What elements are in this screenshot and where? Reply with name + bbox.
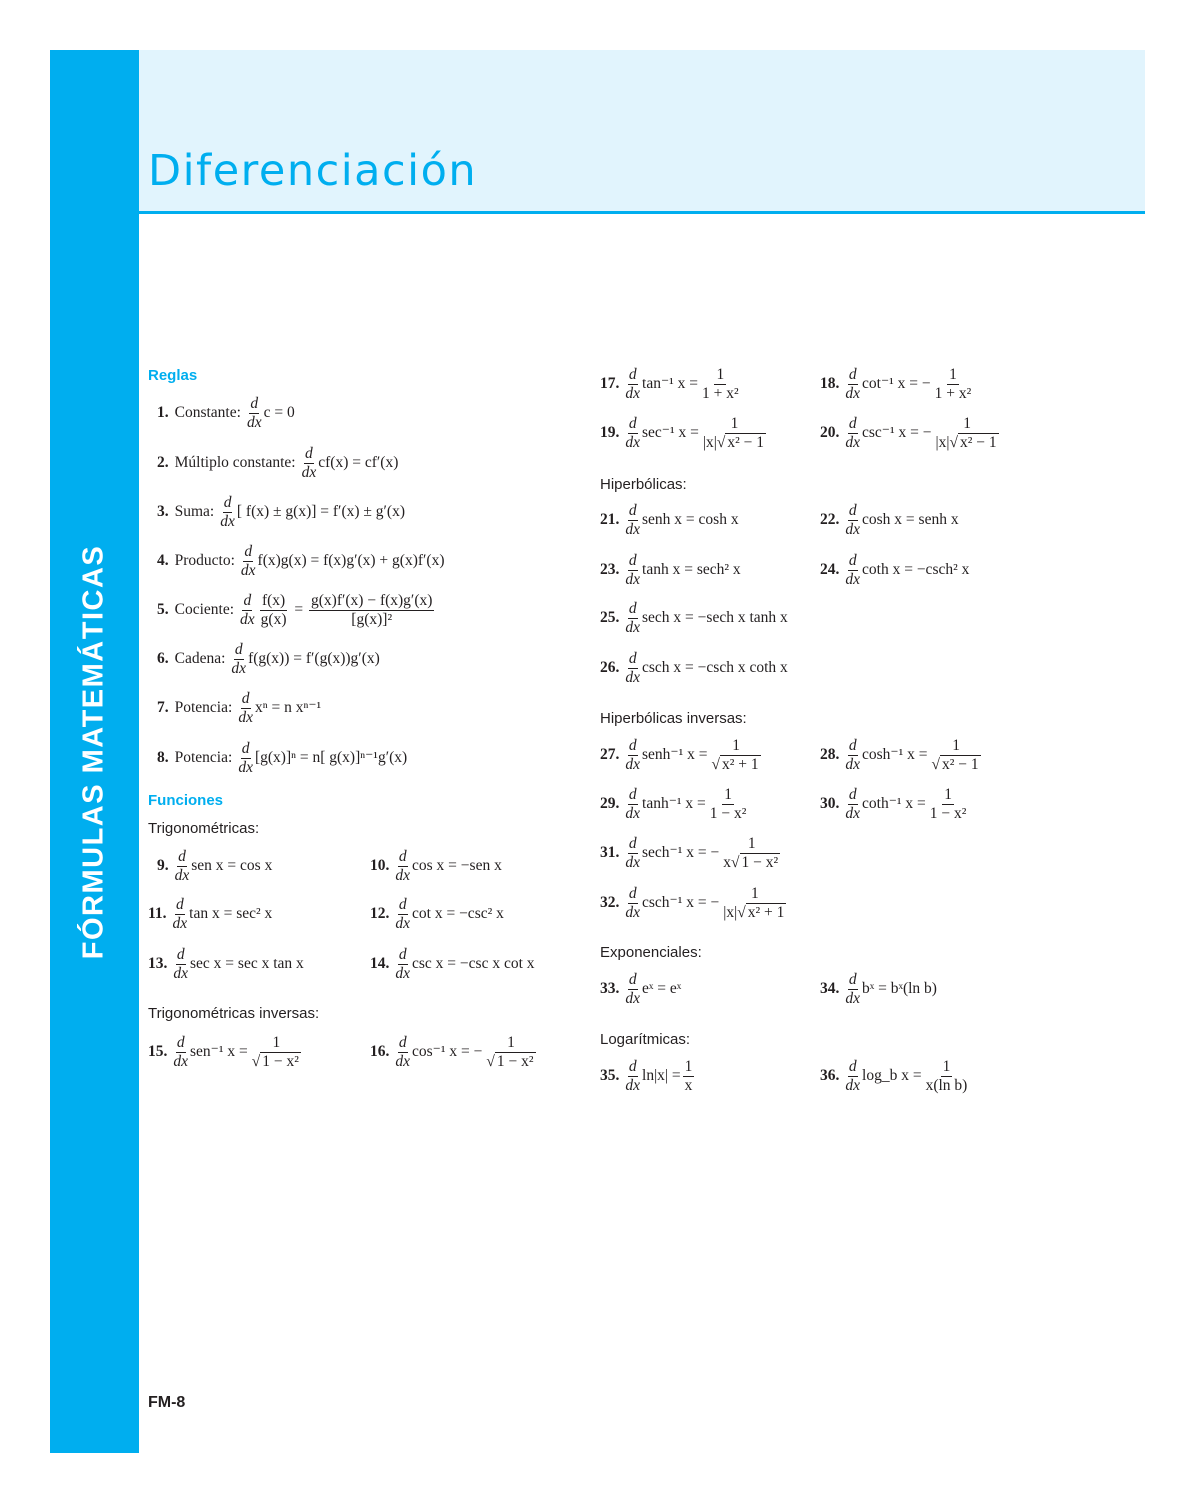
derivative-operator: d dx <box>238 690 253 726</box>
derivative-operator: d dx <box>231 641 247 677</box>
rule-5: 5. Cociente: d dx $\frac{f(x)}{g(x)}$ = $\frac{g(x)f'(x) - f(x)g'(x)}{\text{[g(x)]²}}$ <box>157 592 433 628</box>
rule-label: Producto: <box>174 552 235 570</box>
rule-formula: c = 0 <box>263 404 295 422</box>
formula-24: 24. d dx coth x = −csch² x <box>820 552 970 588</box>
subsection-loga: Logarítmicas: <box>600 1031 691 1048</box>
rule-formula: cf(x) = cf′(x) <box>318 454 399 472</box>
formula-19: 19. d dx sec⁻¹ x = $\frac{1}{\text{|x|√ x² − 1}}$ <box>600 415 765 451</box>
rule-number: 1. <box>157 404 169 422</box>
rule-formula: f(g(x)) = f′(g(x))g′(x) <box>248 650 380 668</box>
section-reglas: Reglas <box>148 367 198 384</box>
quotient-right: $\frac{g(x)f'(x) - f(x)g'(x)}{\text{[g(x)]²}}$ <box>311 592 433 628</box>
rule-number: 8. <box>157 749 169 767</box>
rule-label: Cadena: <box>174 650 226 668</box>
formula-11: 11. d dx tan x = sec² x <box>148 896 273 932</box>
derivative-operator: d dx <box>240 592 255 628</box>
subsection-trig: Trigonométricas: <box>148 820 260 837</box>
formula-25: 25. d dx sech x = −sech x tanh x <box>600 600 788 636</box>
derivative-operator: d dx <box>301 445 317 481</box>
formula-36: 36. d dx log_b x = $\frac{1}{\text{x(ln b)}}$ <box>820 1058 968 1094</box>
formula-27: 27. d dx senh⁻¹ x = $\frac{1}{\text{√ x² + 1}}$ <box>600 737 759 773</box>
rule-label: Múltiplo constante: <box>174 454 296 472</box>
sidebar-label: FÓRMULAS MATEMÁTICAS <box>77 544 110 960</box>
formula-28: 28. d dx cosh⁻¹ x = $\frac{1}{\text{√ x² − 1}}$ <box>820 737 979 773</box>
formula-16: 16. d dx cos⁻¹ x = − $\frac{1}{\text{√ 1 − x²}}$ <box>370 1034 534 1070</box>
rule-number: 6. <box>157 650 169 668</box>
rule-formula: f(x)g(x) = f(x)g′(x) + g(x)f′(x) <box>257 552 445 570</box>
rule-1 <box>157 393 295 433</box>
rule-number: 7. <box>157 699 169 717</box>
rule-2 <box>157 443 398 483</box>
quotient-left: $\frac{f(x)}{g(x)}$ <box>260 592 287 628</box>
derivative-operator: d dx <box>220 494 235 530</box>
rule-formula: xⁿ = n xⁿ⁻¹ <box>254 699 322 717</box>
page-number: FM-8 <box>148 1394 186 1411</box>
rule-label: Suma: <box>174 503 215 521</box>
rule-number: 5. <box>157 601 169 619</box>
subsection-expo: Exponenciales: <box>600 944 702 961</box>
formula-22: 22. d dx cosh x = senh x <box>820 502 959 538</box>
rule-3 <box>157 492 405 532</box>
formula-26: 26. d dx csch x = −csch x coth x <box>600 650 788 686</box>
subsection-trig-inv: Trigonométricas inversas: <box>148 1005 320 1022</box>
subsection-hiper-inv: Hiperbólicas inversas: <box>600 710 747 727</box>
formula-9: 9. d dx sen x = cos x <box>157 848 273 884</box>
subsection-hiper: Hiperbólicas: <box>600 476 687 493</box>
rule-number: 2. <box>157 454 169 472</box>
formula-30: 30. d dx coth⁻¹ x = $\frac{1}{\text{1 − x²}}$ <box>820 786 967 822</box>
rule-label: Potencia: <box>174 749 233 767</box>
formula-32: 32. d dx csch⁻¹ x = − $\frac{1}{\text{|x|√ x² + 1}}$ <box>600 885 785 921</box>
page-title: Diferenciación <box>148 146 478 196</box>
formula-34: 34. d dx bˣ = bˣ(ln b) <box>820 971 937 1007</box>
rule-number: 3. <box>157 503 169 521</box>
rule-label: Cociente: <box>174 601 235 619</box>
rule-number: 4. <box>157 552 169 570</box>
formula-18: 18. d dx cot⁻¹ x = − $\frac{1}{\text{1 + x²}}$ <box>820 366 972 402</box>
rule-label: Potencia: <box>174 699 233 717</box>
formula-23: 23. d dx tanh x = sech² x <box>600 552 741 588</box>
formula-35: 35. d dx ln|x| = $\frac{1}{x}$ <box>600 1058 693 1094</box>
formula-21: 21. d dx senh x = cosh x <box>600 502 739 538</box>
formula-15: 15. d dx sen⁻¹ x = $\frac{1}{\text{√ 1 − x²}}$ <box>148 1034 299 1070</box>
rule-formula: [g(x)]ⁿ = n[ g(x)]ⁿ⁻¹g′(x) <box>254 749 408 767</box>
rule-6 <box>157 639 380 679</box>
derivative-operator: d dx <box>238 740 253 776</box>
rule-label: Constante: <box>174 404 241 422</box>
formula-13: 13. d dx sec x = sec x tan x <box>148 946 304 982</box>
formula-33: 33. d dx eˣ = eˣ <box>600 971 682 1007</box>
rule-formula: [ f(x) ± g(x)] = f′(x) ± g′(x) <box>236 503 405 521</box>
formula-20: 20. d dx csc⁻¹ x = − $\frac{1}{\text{|x|√ x² − 1}}$ <box>820 415 997 451</box>
derivative-operator: d dx <box>246 395 262 431</box>
rule-4 <box>157 541 445 581</box>
formula-14: 14. d dx csc x = −csc x cot x <box>370 946 535 982</box>
rule-8 <box>157 738 407 778</box>
formula-31: 31. d dx sech⁻¹ x = − $\frac{1}{\text{x√ 1 − x²}}$ <box>600 835 779 871</box>
header-rule <box>139 211 1145 214</box>
formula-12: 12. d dx cot x = −csc² x <box>370 896 504 932</box>
rule-7 <box>157 688 321 728</box>
derivative-operator: d dx <box>240 543 256 579</box>
formula-17: 17. d dx tan⁻¹ x = $\frac{1}{\text{1 + x²}}$ <box>600 366 739 402</box>
section-funciones: Funciones <box>148 792 224 809</box>
formula-29: 29. d dx tanh⁻¹ x = $\frac{1}{\text{1 − x²}}$ <box>600 786 747 822</box>
formula-10: 10. d dx cos x = −sen x <box>370 848 502 884</box>
